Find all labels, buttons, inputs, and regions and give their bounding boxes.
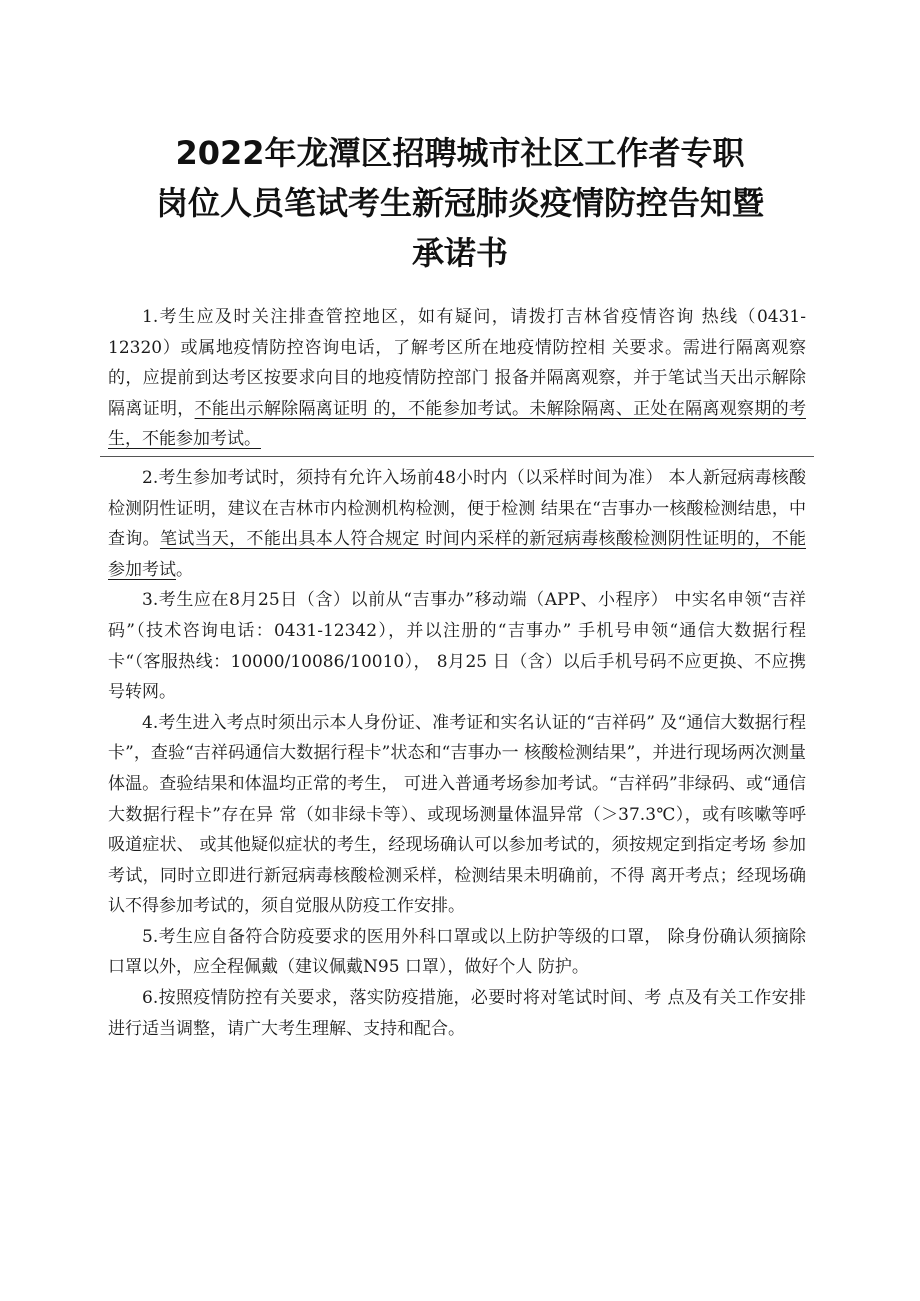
paragraph-1: [108, 302, 806, 455]
paragraph-2-underlined-text: 笔试当天，不能出具本人符合规定 时间内采样的新冠病毒核酸检测阴性证明的，不能参加考试: [108, 529, 807, 580]
paragraph-2: [108, 463, 806, 585]
paragraph-2-after-text: 。: [176, 559, 193, 580]
paragraph-1-underlined-text: 不能出示解除隔离证明 的，不能参加考试。未解除隔离、正处在隔离观察期的考生，不能参加考试。: [108, 398, 806, 450]
paragraph-4-text: 4.考生进入考点时须出示本人身份证、准考证和实名认证的“吉祥码” 及“通信大数据行程卡”，查验“吉祥码通信大数据行程卡”状态和“吉事办一 核酸检测结果”，并进行现场两次测量体温。查验结果和体温均正常的考生， 可进入普通考场参加考试。“吉祥码”非绿码、或“通信大数据行程卡”存在异 常（如非绿卡等）、或现场测量体温异常（＞37.3℃），或有咳嗽等呼吸道症状、 或其他疑似症状的考生，经现场确认可以参加考试的，须按规定到指定考场 参加考试，同时立即进行新冠病毒核酸检测采样，检测结果未明确前，不得 离开考点；经现场确认不得参加考试的，须自觉服从防疫工作安排。: [108, 712, 806, 917]
title-line-1: 2022年龙潭区招聘城市社区工作者专职: [175, 134, 745, 172]
document-title: [110, 128, 810, 278]
paragraph-6-text: 6.按照疫情防控有关要求，落实防疫措施，必要时将对笔试时间、考 点及有关工作安排进行适当调整，请广大考生理解、支持和配合。: [108, 988, 806, 1039]
paragraph-5-text: 5.考生应自备符合防疫要求的医用外科口罩或以上防护等级的口罩， 除身份确认须摘除口罩以外，应全程佩戴（建议佩戴N95 口罩），做好个人 防护。: [108, 926, 806, 978]
paragraph-6: [108, 983, 806, 1044]
paragraph-5: [108, 922, 806, 983]
paragraph-1-text: 1.考生应及时关注排查管控地区，如有疑问，请拨打吉林省疫情咨询 热线（0431-12320）或属地疫情防控咨询电话，了解考区所在地疫情防控相 关要求。需进行隔离观察的，应提前到达考区按要求向目的地疫情防控部门 报备并隔离观察，并于笔试当天出示解除隔离证明，: [108, 307, 806, 419]
title-line-3: 承诺书: [411, 234, 508, 272]
paragraph-2-text: 2.考生参加考试时，须持有允许入场前48小时内（以采样时间为准） 本人新冠病毒核酸检测阴性证明，建议在吉林市内检测机构检测，便于检测 结果在“吉事办一核酸检测结患，中查询。: [108, 467, 806, 550]
paragraph-4: [108, 708, 806, 922]
horizontal-rule: [100, 456, 814, 457]
paragraph-3: [108, 585, 806, 707]
title-line-2: 岗位人员笔试考生新冠肺炎疫情防控告知暨: [155, 184, 764, 222]
paragraph-3-text: 3.考生应在8月25日（含）以前从“吉事办”移动端（APP、小程序） 中实名申领“吉祥码”（技术咨询电话：0431-12342），并以注册的“吉事办” 手机号申领“通信大数据行程卡“（客服热线：10000/10086/10010）， 8月25 日（含）以后手机号码不应更换、不应携号转网。: [108, 590, 806, 703]
document-body: [108, 302, 806, 1044]
